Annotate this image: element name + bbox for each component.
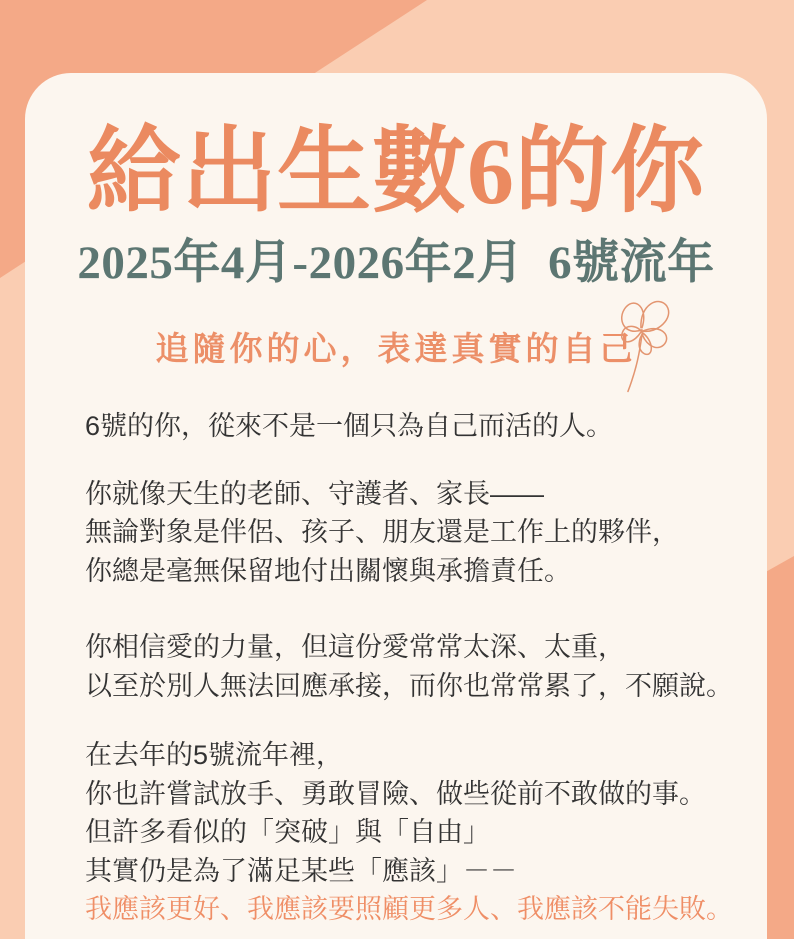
highlight-line: 我應該更好、我應該要照顧更多人、我應該不能失敗。 [85, 894, 733, 924]
paragraph-caretaker [85, 475, 743, 591]
subtitle-flowing-year-period: 2025年4月-2026年2月 6號流年 [77, 237, 715, 289]
body-line: 你總是毫無保留地付出關懷與承擔責任。 [85, 555, 571, 586]
body-line: 你就像天生的老師、守護者、家長—— [85, 478, 544, 509]
page-title: 給出生數6的你 [86, 120, 705, 224]
body-line: 你也許嘗試放手、勇敢冒險、做些從前不敢做的事。 [85, 778, 706, 809]
body-line: 你相信愛的力量，但這份愛常常太深、太重， [85, 632, 625, 662]
body-line: 在去年的5號流年裡， [85, 740, 344, 770]
body-text [85, 407, 743, 929]
flower-doodle-icon [600, 291, 684, 399]
body-line: 無論對象是伴侶、孩子、朋友還是工作上的夥伴， [85, 517, 679, 547]
body-line: 以至於別人無法回應承接，而你也常常累了，不願說。 [85, 670, 733, 701]
paragraph-intro [85, 407, 743, 446]
paragraph-love [85, 628, 743, 705]
tagline: 追隨你的心，表達真實的自己 [155, 332, 637, 368]
body-line: 6號的你，從來不是一個只為自己而活的人。 [85, 411, 614, 441]
body-line: 但許多看似的「突破」與「自由」 [85, 817, 490, 847]
body-line: 其實仍是為了滿足某些「應該」－－ [85, 855, 517, 886]
content-card [25, 73, 767, 939]
paragraph-last-year [85, 736, 743, 929]
